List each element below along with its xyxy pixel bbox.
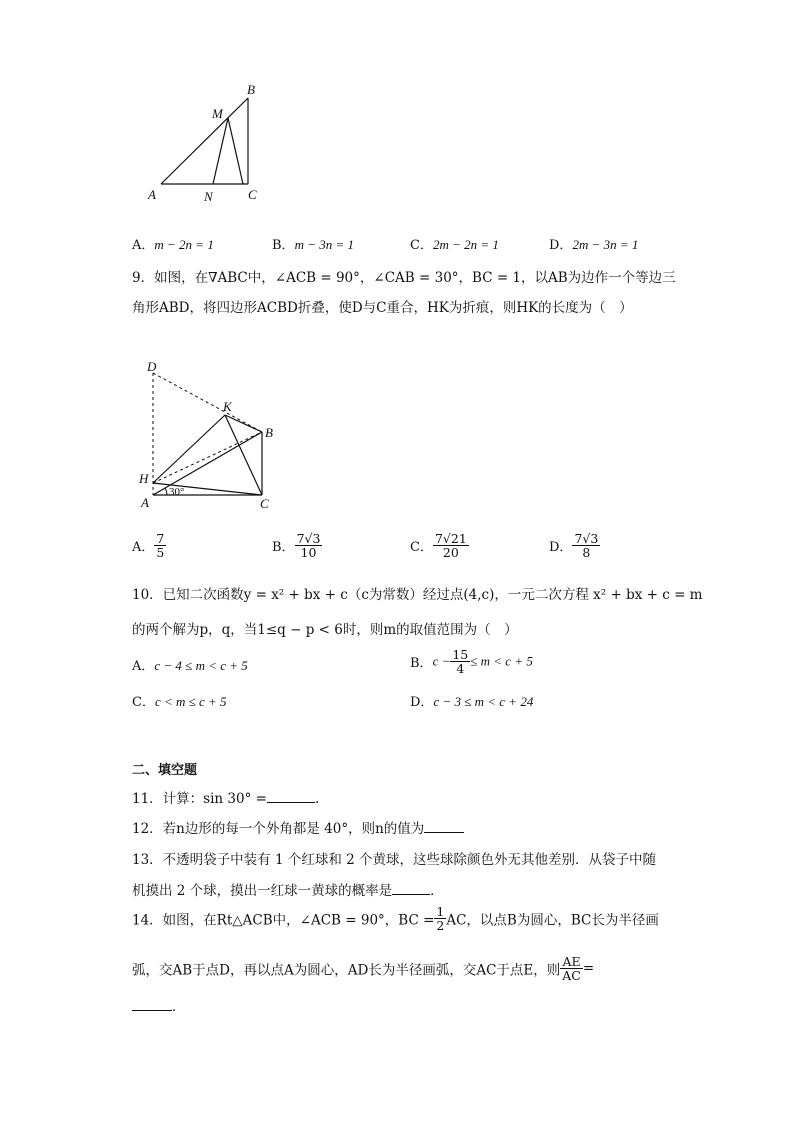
q8-option-d[interactable]: D．2m − 3n = 1 bbox=[549, 237, 639, 253]
q14-blank[interactable] bbox=[132, 998, 172, 1011]
q14-line1: 14．如图，在Rt△ACB中，∠ACB = 90°，BC = $\frac{1}{2}$ AC，以点B为圆心，BC长为半径画 bbox=[132, 904, 659, 934]
label-angle: 30° bbox=[169, 486, 185, 498]
label-K: K bbox=[223, 399, 232, 414]
q9-line1: 9．如图，在∇ABC中，∠ACB = 90°，∠CAB = 30°，BC = 1，以AB为边作一个等边三 bbox=[132, 270, 676, 286]
label-H: H bbox=[139, 471, 149, 486]
label-D: D bbox=[147, 359, 157, 374]
q10-option-a[interactable]: A．c − 4 ≤ m < c + 5 bbox=[132, 658, 248, 674]
q9-option-b[interactable]: B． $\frac{7√3}{10}$ bbox=[272, 531, 321, 561]
q10-option-b[interactable]: B．c − $\frac{15}{4}$ ≤ m < c + 5 bbox=[410, 647, 533, 677]
angle-arc bbox=[165, 488, 167, 495]
q11: 11．计算：sin 30° = . bbox=[132, 791, 320, 807]
q13-blank[interactable] bbox=[392, 882, 430, 895]
edge-KC bbox=[225, 415, 262, 495]
q10-option-d[interactable]: D．c − 3 ≤ m < c + 24 bbox=[410, 694, 534, 710]
q8-option-c[interactable]: C．2m − 2n = 1 bbox=[410, 237, 499, 253]
q13-line2: 机摸出 2 个球，摸出一红球一黄球的概率是 ． bbox=[132, 883, 444, 899]
label-A: A bbox=[148, 187, 156, 202]
q13-line1: 13．不透明袋子中装有 1 个红球和 2 个黄球，这些球除颜色外无其他差别．从袋子中随 bbox=[132, 852, 657, 868]
label-C: C bbox=[248, 187, 257, 202]
figure-q9 bbox=[135, 355, 285, 515]
edge-MN bbox=[213, 118, 228, 184]
label-B: B bbox=[265, 425, 273, 440]
label-C: C bbox=[260, 496, 269, 511]
q14-line2: 弧，交AB于点D，再以点A为圆心，AD长为半径画弧，交AC于点E，则 $\frac{AE}{AC}$ = bbox=[132, 954, 595, 984]
figure-q8 bbox=[140, 80, 270, 210]
label-B: B bbox=[247, 82, 255, 97]
q10-option-c[interactable]: C．c < m ≤ c + 5 bbox=[132, 694, 227, 710]
edge-KB bbox=[225, 415, 262, 432]
q12: 12．若n边形的每一个外角都是 40°，则n的值为 bbox=[132, 817, 464, 837]
q14-line3: ． bbox=[132, 995, 186, 1015]
q9-option-a[interactable]: A． $\frac{7}{5}$ bbox=[132, 531, 165, 561]
q9-option-d[interactable]: D． $\frac{7√3}{8}$ bbox=[549, 531, 599, 561]
label-M: M bbox=[212, 106, 223, 121]
section-title: 二、填空题 bbox=[132, 763, 198, 778]
edge-MC bbox=[228, 118, 243, 184]
label-N: N bbox=[204, 189, 213, 204]
q10-line1: 10．已知二次函数y = x² + bx + c（c为常数）经过点(4,c)，一元二次方程 x² + bx + c = m bbox=[132, 587, 703, 603]
edge-DB bbox=[153, 373, 262, 432]
q12-blank[interactable] bbox=[424, 820, 464, 833]
edge-HK bbox=[153, 415, 225, 483]
q10-line2: 的两个解为p，q，当1≤q − p < 6时，则m的取值范围为（ ） bbox=[132, 622, 518, 638]
q9-line2: 角形ABD，将四边形ACBD折叠，使D与C重合，HK为折痕，则HK的长度为（ ） bbox=[132, 300, 633, 316]
q8-option-a[interactable]: A．m − 2n = 1 bbox=[132, 237, 214, 253]
edge-AB bbox=[161, 98, 248, 184]
edge-HB bbox=[153, 432, 262, 483]
q8-option-b[interactable]: B．m − 3n = 1 bbox=[272, 237, 354, 253]
label-A: A bbox=[141, 495, 149, 510]
q11-blank[interactable] bbox=[267, 790, 315, 803]
q9-option-c[interactable]: C． $\frac{7√21}{20}$ bbox=[410, 531, 467, 561]
